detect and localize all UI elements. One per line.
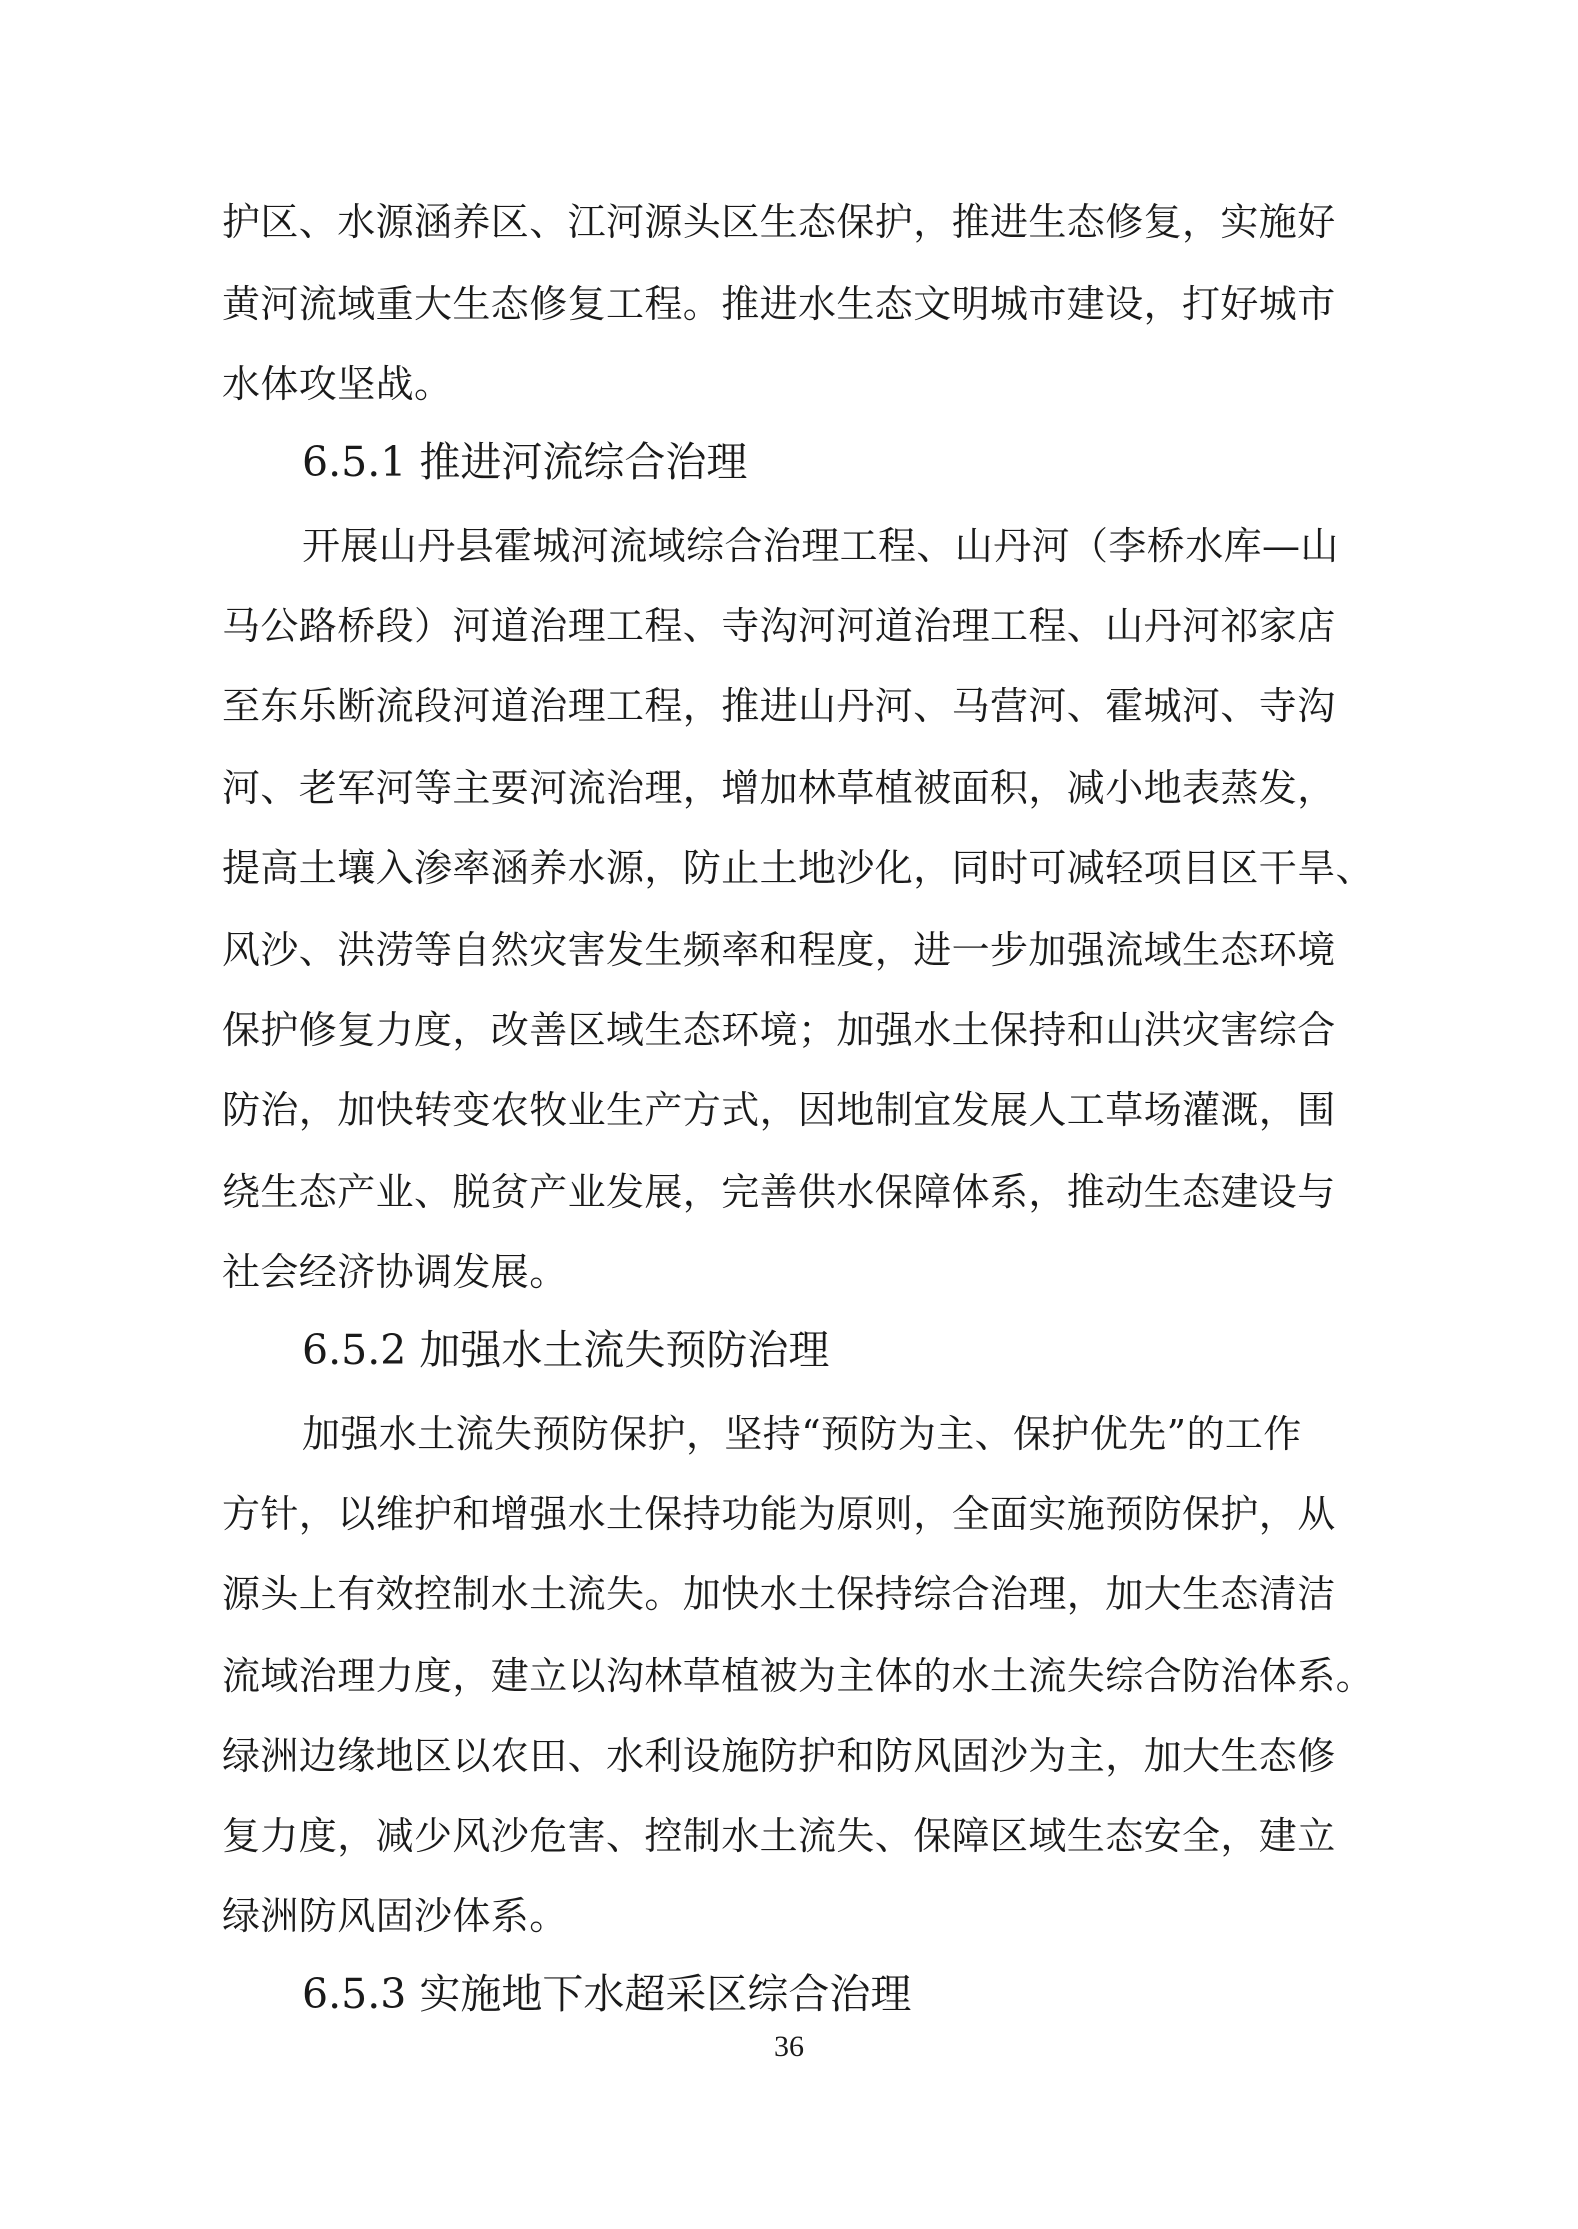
paragraph-line: 保护修复力度，改善区域生态环境；加强水土保持和山洪灾害综合 bbox=[222, 1008, 1336, 1052]
section-heading-6-5-2: 6.5.2 加强水土流失预防治理 bbox=[302, 1326, 830, 1374]
paragraph-line: 绿洲防风固沙体系。 bbox=[222, 1894, 568, 1938]
paragraph-line: 马公路桥段）河道治理工程、寺沟河河道治理工程、山丹河祁家店 bbox=[222, 604, 1336, 648]
paragraph-line: 绿洲边缘地区以农田、水利设施防护和防风固沙为主，加大生态修 bbox=[222, 1734, 1336, 1778]
section-heading-6-5-1: 6.5.1 推进河流综合治理 bbox=[302, 438, 748, 486]
paragraph-line: 提高土壤入渗率涵养水源，防止土地沙化，同时可减轻项目区干旱、 bbox=[222, 846, 1375, 890]
paragraph-line: 风沙、洪涝等自然灾害发生频率和程度，进一步加强流域生态环境 bbox=[222, 928, 1336, 972]
paragraph-line: 开展山丹县霍城河流域综合治理工程、山丹河（李桥水库—山 bbox=[302, 524, 1339, 568]
paragraph-line: 黄河流域重大生态修复工程。推进水生态文明城市建设，打好城市 bbox=[222, 282, 1336, 326]
paragraph-line: 至东乐断流段河道治理工程，推进山丹河、马营河、霍城河、寺沟 bbox=[222, 684, 1336, 728]
section-heading-6-5-3: 6.5.3 实施地下水超采区综合治理 bbox=[302, 1970, 912, 2018]
paragraph-line: 护区、水源涵养区、江河源头区生态保护，推进生态修复，实施好 bbox=[222, 200, 1336, 244]
paragraph-line: 流域治理力度，建立以沟林草植被为主体的水土流失综合防治体系。 bbox=[222, 1654, 1375, 1698]
paragraph-line: 源头上有效控制水土流失。加快水土保持综合治理，加大生态清洁 bbox=[222, 1572, 1336, 1616]
paragraph-line: 加强水土流失预防保护，坚持“预防为主、保护优先”的工作 bbox=[302, 1412, 1302, 1456]
paragraph-line: 社会经济协调发展。 bbox=[222, 1250, 568, 1294]
paragraph-line: 复力度，减少风沙危害、控制水土流失、保障区域生态安全，建立 bbox=[222, 1814, 1336, 1858]
paragraph-line: 绕生态产业、脱贫产业发展，完善供水保障体系，推动生态建设与 bbox=[222, 1170, 1336, 1214]
paragraph-line: 方针，以维护和增强水土保持功能为原则，全面实施预防保护，从 bbox=[222, 1492, 1336, 1536]
page-number: 36 bbox=[774, 2030, 804, 2063]
paragraph-line: 河、老军河等主要河流治理，增加林草植被面积，减小地表蒸发， bbox=[222, 766, 1336, 810]
paragraph-line: 水体攻坚战。 bbox=[222, 362, 453, 406]
paragraph-line: 防治，加快转变农牧业生产方式，因地制宜发展人工草场灌溉，围 bbox=[222, 1088, 1336, 1132]
